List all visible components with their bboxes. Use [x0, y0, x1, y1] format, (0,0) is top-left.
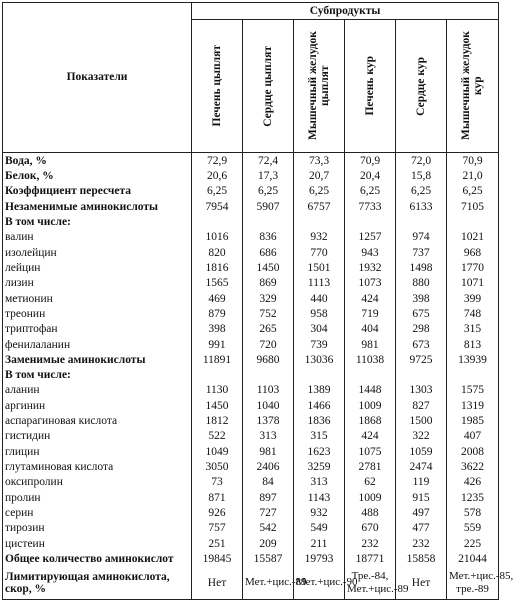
column-header-3: [294, 20, 345, 153]
table-cell: 1009: [345, 398, 396, 413]
table-cell: 407: [447, 429, 499, 444]
table-cell: 522: [192, 429, 243, 444]
table-row: [3, 168, 499, 183]
table-cell: 1812: [192, 413, 243, 428]
table-cell: Мет.+цис.-90: [294, 567, 345, 600]
column-header-1: [192, 20, 243, 153]
table-cell: 958: [294, 306, 345, 321]
table-row: [3, 444, 499, 459]
table-row: [3, 184, 499, 199]
table-cell: 926: [192, 505, 243, 520]
table-cell: 932: [294, 230, 345, 245]
table-cell: 1049: [192, 444, 243, 459]
table-cell: 1021: [447, 230, 499, 245]
table-cell: 11891: [192, 352, 243, 367]
table-cell: 209: [243, 536, 294, 551]
table-cell: 304: [294, 322, 345, 337]
table-row: [3, 413, 499, 428]
table-cell: [294, 368, 345, 383]
table-cell: 1816: [192, 260, 243, 275]
group-header-label: Субпродукты: [309, 4, 381, 17]
table-cell: 399: [447, 291, 499, 306]
table-cell: 1143: [294, 490, 345, 505]
table-cell: 232: [345, 536, 396, 551]
table-cell: 1466: [294, 398, 345, 413]
table-cell: 426: [447, 475, 499, 490]
table-row: [3, 153, 499, 169]
table-row: [3, 368, 499, 383]
table-cell: 1303: [396, 383, 447, 398]
table-cell: 670: [345, 521, 396, 536]
table-cell: 2474: [396, 459, 447, 474]
table-cell: 469: [192, 291, 243, 306]
column-header-label: Печень цыплят: [210, 45, 223, 127]
table-cell: 968: [447, 245, 499, 260]
row-label: Лимитирующая аминокислота, скор, %: [3, 567, 192, 600]
table-row: [3, 475, 499, 490]
table-cell: 72,9: [192, 153, 243, 169]
table-row: [3, 429, 499, 444]
table-cell: 424: [345, 291, 396, 306]
table-cell: 1319: [447, 398, 499, 413]
table-cell: 398: [396, 291, 447, 306]
row-label: гистидин: [3, 429, 192, 444]
table-cell: 329: [243, 291, 294, 306]
table-cell: 20,7: [294, 168, 345, 183]
table-cell: 1009: [345, 490, 396, 505]
table-cell: 3622: [447, 459, 499, 474]
table-cell: 20,6: [192, 168, 243, 183]
table-cell: 1075: [345, 444, 396, 459]
table-cell: 1448: [345, 383, 396, 398]
row-label: аргинин: [3, 398, 192, 413]
table-row: [3, 276, 499, 291]
table-cell: 265: [243, 322, 294, 337]
table-cell: 1016: [192, 230, 243, 245]
row-header-cell: [3, 3, 192, 153]
table-cell: 7954: [192, 199, 243, 214]
table-cell: [396, 368, 447, 383]
table-cell: [345, 214, 396, 229]
table-row: [3, 337, 499, 352]
table-cell: 477: [396, 521, 447, 536]
table-cell: 424: [345, 429, 396, 444]
table-cell: 1836: [294, 413, 345, 428]
table-cell: 813: [447, 337, 499, 352]
table-cell: 1932: [345, 260, 396, 275]
table-cell: 1450: [192, 398, 243, 413]
table-cell: 727: [243, 505, 294, 520]
table-cell: 17,3: [243, 168, 294, 183]
table-cell: 225: [447, 536, 499, 551]
table-cell: 497: [396, 505, 447, 520]
table-row: [3, 567, 499, 600]
table-cell: 313: [294, 475, 345, 490]
row-label: глицин: [3, 444, 192, 459]
table-row: [3, 199, 499, 214]
table-row: [3, 291, 499, 306]
table-cell: 488: [345, 505, 396, 520]
table-cell: 1130: [192, 383, 243, 398]
row-label: В том числе:: [3, 368, 192, 383]
table-cell: Мет.+цис.-85, тре.-89: [447, 567, 499, 600]
table-cell: 869: [243, 276, 294, 291]
table-cell: 62: [345, 475, 396, 490]
table-cell: 820: [192, 245, 243, 260]
table-cell: 880: [396, 276, 447, 291]
table-cell: 6,25: [345, 184, 396, 199]
table-cell: 559: [447, 521, 499, 536]
table-row: [3, 383, 499, 398]
row-label: треонин: [3, 306, 192, 321]
table-row: [3, 214, 499, 229]
table-cell: 932: [294, 505, 345, 520]
table-cell: 1500: [396, 413, 447, 428]
table-cell: 11038: [345, 352, 396, 367]
table-cell: 73: [192, 475, 243, 490]
column-header-label: Сердце кур: [414, 56, 427, 116]
table-cell: 915: [396, 490, 447, 505]
row-header-label: Показатели: [66, 71, 128, 84]
table-cell: 21044: [447, 551, 499, 566]
table-cell: 322: [396, 429, 447, 444]
row-label: Вода, %: [3, 153, 192, 169]
table-cell: 1073: [345, 276, 396, 291]
table-cell: 1378: [243, 413, 294, 428]
table-cell: 1059: [396, 444, 447, 459]
table-cell: [447, 368, 499, 383]
table-cell: 1113: [294, 276, 345, 291]
table-cell: 827: [396, 398, 447, 413]
table-cell: 1565: [192, 276, 243, 291]
table-cell: 7733: [345, 199, 396, 214]
row-label: аспарагиновая кислота: [3, 413, 192, 428]
table-cell: 549: [294, 521, 345, 536]
table-cell: 719: [345, 306, 396, 321]
table-row: [3, 551, 499, 566]
table-cell: 737: [396, 245, 447, 260]
table-cell: 897: [243, 490, 294, 505]
table-cell: 211: [294, 536, 345, 551]
table-cell: [447, 214, 499, 229]
table-cell: 1103: [243, 383, 294, 398]
table-cell: 3259: [294, 459, 345, 474]
row-label: лизин: [3, 276, 192, 291]
table-row: [3, 352, 499, 367]
table-row: [3, 260, 499, 275]
row-label: цистеин: [3, 536, 192, 551]
table-cell: 13036: [294, 352, 345, 367]
table-row: [3, 505, 499, 520]
row-label: Заменимые аминокислоты: [3, 352, 192, 367]
table-cell: 879: [192, 306, 243, 321]
table-cell: 232: [396, 536, 447, 551]
row-label: В том числе:: [3, 214, 192, 229]
table-cell: 991: [192, 337, 243, 352]
table-cell: 15587: [243, 551, 294, 566]
table-cell: [243, 368, 294, 383]
row-label: фенилаланин: [3, 337, 192, 352]
table-cell: 1985: [447, 413, 499, 428]
table-cell: 313: [243, 429, 294, 444]
table-cell: 404: [345, 322, 396, 337]
table-row: [3, 536, 499, 551]
table-cell: 739: [294, 337, 345, 352]
row-label: Коэффициент пересчета: [3, 184, 192, 199]
table-cell: Тре.-84, Мет.+цис.-89: [345, 567, 396, 600]
table-cell: [192, 368, 243, 383]
table-cell: 13939: [447, 352, 499, 367]
table-cell: 578: [447, 505, 499, 520]
column-header-label: Печень кур: [363, 56, 376, 116]
row-label: оксипролин: [3, 475, 192, 490]
table-cell: 720: [243, 337, 294, 352]
table-cell: 7105: [447, 199, 499, 214]
row-label: метионин: [3, 291, 192, 306]
table-cell: 1071: [447, 276, 499, 291]
table-cell: [294, 214, 345, 229]
table-cell: 6,25: [192, 184, 243, 199]
table-cell: 6,25: [243, 184, 294, 199]
table-cell: 1501: [294, 260, 345, 275]
table-cell: 21,0: [447, 168, 499, 183]
row-label: серин: [3, 505, 192, 520]
table-cell: 981: [345, 337, 396, 352]
table-cell: 72,4: [243, 153, 294, 169]
row-label: Незаменимые аминокислоты: [3, 199, 192, 214]
table-row: [3, 245, 499, 260]
column-header-5: [396, 20, 447, 153]
table-body: [3, 153, 513, 600]
column-header-4: [345, 20, 396, 153]
table-cell: 6133: [396, 199, 447, 214]
column-header-label: Сердце цыплят: [261, 45, 274, 127]
row-label: глутаминовая кислота: [3, 459, 192, 474]
table-row: [3, 322, 499, 337]
amino-acid-table: [2, 2, 513, 600]
table-cell: 770: [294, 245, 345, 260]
table-cell: [345, 368, 396, 383]
table-row: [3, 230, 499, 245]
table-cell: 943: [345, 245, 396, 260]
column-header-6: [447, 20, 499, 153]
table-cell: 72,0: [396, 153, 447, 169]
table-cell: 19793: [294, 551, 345, 566]
table-cell: Нет: [192, 567, 243, 600]
column-header-2: [243, 20, 294, 153]
table-cell: 1770: [447, 260, 499, 275]
table-cell: 836: [243, 230, 294, 245]
column-header-label: Мышечный желудок цыплят: [306, 31, 331, 141]
table-cell: 675: [396, 306, 447, 321]
table-cell: 398: [192, 322, 243, 337]
table-cell: 981: [243, 444, 294, 459]
table-cell: 871: [192, 490, 243, 505]
table-cell: 974: [396, 230, 447, 245]
table-cell: 440: [294, 291, 345, 306]
table-cell: 6757: [294, 199, 345, 214]
table-cell: Нет: [396, 567, 447, 600]
table-cell: 6,25: [396, 184, 447, 199]
row-label: триптофан: [3, 322, 192, 337]
table-row: [3, 306, 499, 321]
table-cell: 1623: [294, 444, 345, 459]
row-label: тирозин: [3, 521, 192, 536]
column-header-label: Мышечный желудок кур: [460, 31, 485, 141]
table-cell: 2008: [447, 444, 499, 459]
table-cell: 73,3: [294, 153, 345, 169]
table-cell: 1040: [243, 398, 294, 413]
table-cell: 70,9: [447, 153, 499, 169]
table-cell: 119: [396, 475, 447, 490]
table-cell: Мет.+цис.-89: [243, 567, 294, 600]
table-cell: 1257: [345, 230, 396, 245]
table-cell: 1389: [294, 383, 345, 398]
table-cell: 1868: [345, 413, 396, 428]
table-cell: 19845: [192, 551, 243, 566]
table-row: [3, 459, 499, 474]
table-cell: 2406: [243, 459, 294, 474]
table-cell: 5907: [243, 199, 294, 214]
group-header-cell: [192, 3, 499, 20]
row-label: лейцин: [3, 260, 192, 275]
table-cell: 673: [396, 337, 447, 352]
table-row: [3, 490, 499, 505]
row-label: изолейцин: [3, 245, 192, 260]
table-cell: 542: [243, 521, 294, 536]
table-cell: 298: [396, 322, 447, 337]
table-cell: 2781: [345, 459, 396, 474]
table-cell: 9725: [396, 352, 447, 367]
table-cell: 251: [192, 536, 243, 551]
row-label: Белок, %: [3, 168, 192, 183]
table-cell: [396, 214, 447, 229]
row-label: аланин: [3, 383, 192, 398]
table-row: [3, 398, 499, 413]
table-cell: 1575: [447, 383, 499, 398]
row-label: пролин: [3, 490, 192, 505]
table-cell: [192, 214, 243, 229]
table-cell: 757: [192, 521, 243, 536]
table-cell: 1450: [243, 260, 294, 275]
table-cell: 9680: [243, 352, 294, 367]
table-cell: 1235: [447, 490, 499, 505]
table-cell: [243, 214, 294, 229]
table-cell: 20,4: [345, 168, 396, 183]
table-cell: 315: [447, 322, 499, 337]
row-label: Общее количество аминокислот: [3, 551, 192, 566]
table-cell: 6,25: [447, 184, 499, 199]
table-cell: 1498: [396, 260, 447, 275]
row-label: валин: [3, 230, 192, 245]
table-cell: 315: [294, 429, 345, 444]
table-cell: 18771: [345, 551, 396, 566]
table-cell: 752: [243, 306, 294, 321]
table-cell: 15,8: [396, 168, 447, 183]
table-cell: 748: [447, 306, 499, 321]
table-cell: 70,9: [345, 153, 396, 169]
table-cell: 3050: [192, 459, 243, 474]
table-cell: 6,25: [294, 184, 345, 199]
table-cell: 15858: [396, 551, 447, 566]
table-cell: 84: [243, 475, 294, 490]
table-row: [3, 521, 499, 536]
table-cell: 686: [243, 245, 294, 260]
